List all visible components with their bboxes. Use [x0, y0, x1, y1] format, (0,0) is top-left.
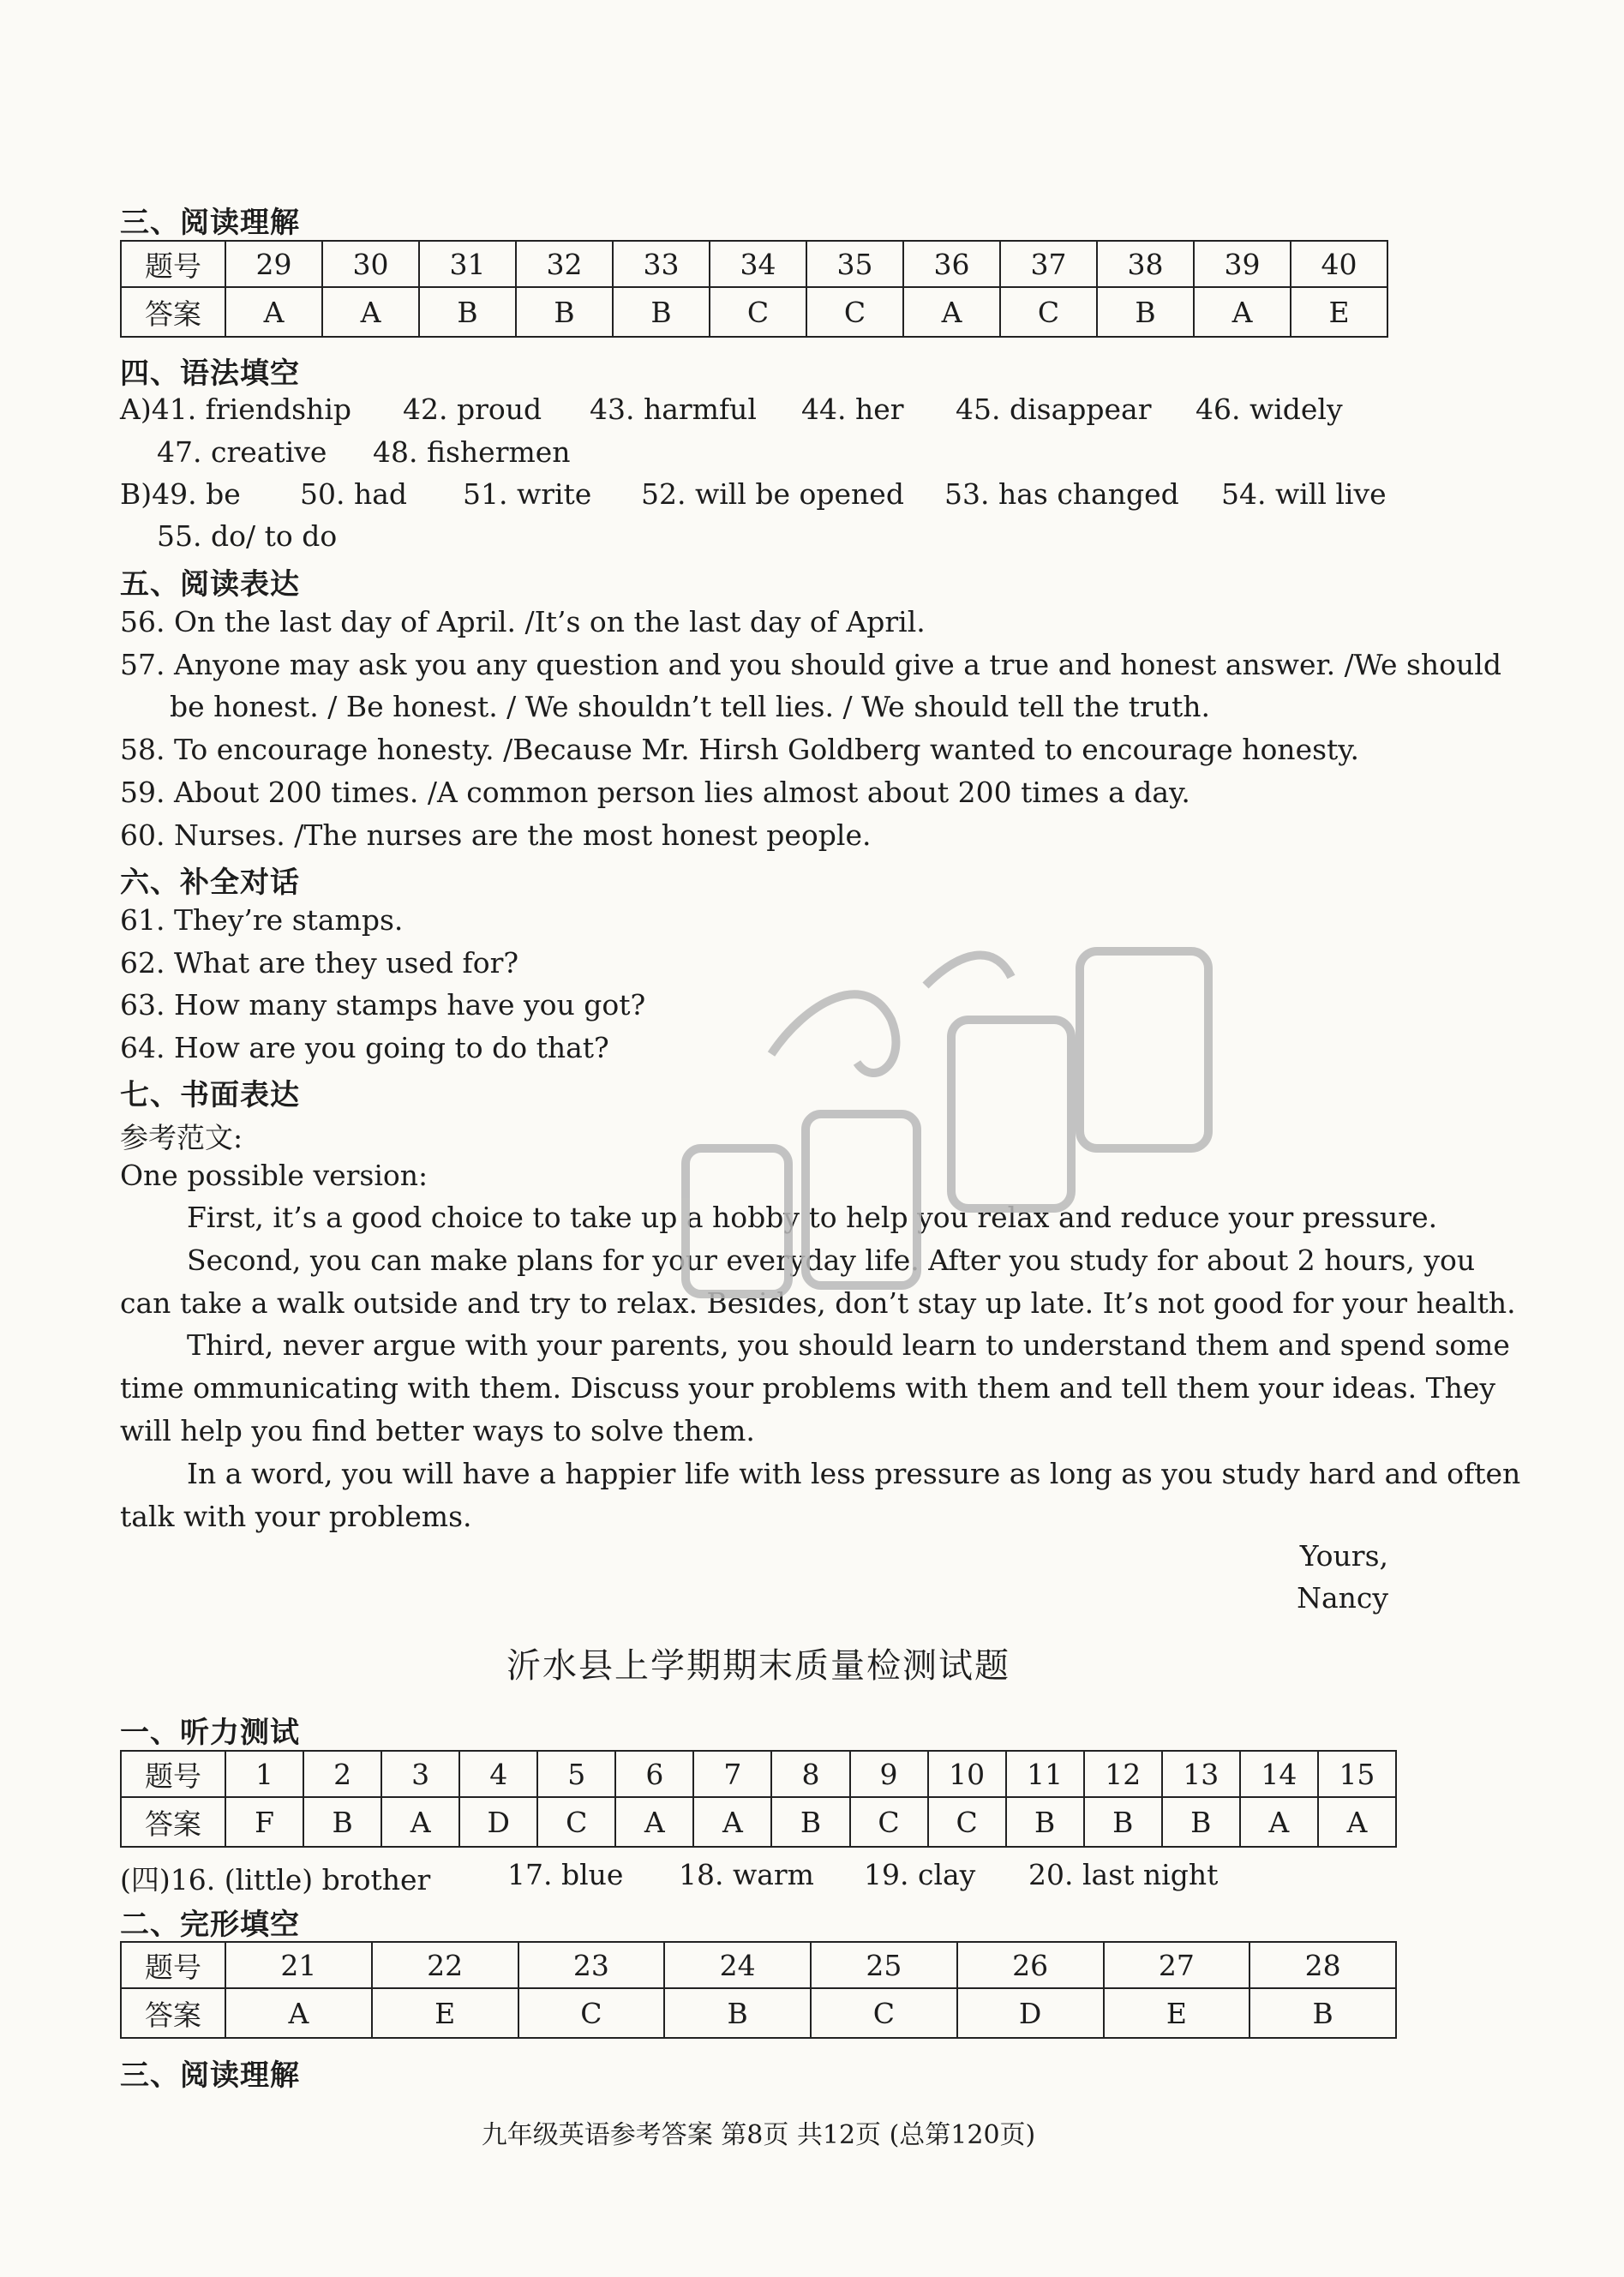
table-cell: C	[1000, 287, 1097, 337]
table-cell: 32	[516, 241, 613, 287]
table-cell: 2	[303, 1751, 381, 1797]
table-cell: F	[225, 1797, 303, 1847]
table-cell: B	[1097, 287, 1194, 337]
section-heading-grammar: 四、语法填空	[120, 357, 300, 391]
table-cell: 23	[518, 1942, 665, 1988]
table-cell: A	[1194, 287, 1291, 337]
table-cell: 13	[1162, 1751, 1240, 1797]
answer-item: 52. will be opened	[641, 477, 904, 511]
table-cell: B	[1084, 1797, 1162, 1847]
essay-paragraph-1: First, it’s a good choice to take up a hobby to help you relax and reduce your pressure.	[187, 1201, 1438, 1234]
table-cell: 35	[806, 241, 903, 287]
table-cell: C	[928, 1797, 1006, 1847]
table-cell: C	[710, 287, 806, 337]
page-footer: 九年级英语参考答案 第8页 共12页 (总第120页)	[481, 2120, 1036, 2150]
table-cell: 28	[1249, 1942, 1396, 1988]
section-heading-dialogue: 六、补全对话	[120, 866, 300, 900]
section-heading-reading: 三、阅读理解	[120, 206, 300, 240]
table-row	[121, 1751, 1396, 1797]
essay-paragraph-3-cont: time ommunicating with them. Discuss your problems with them and tell them your ideas. They	[120, 1371, 1496, 1405]
table-cell: 31	[419, 241, 516, 287]
table-cell: B	[1162, 1797, 1240, 1847]
table-cell: 9	[850, 1751, 928, 1797]
table-cell: 12	[1084, 1751, 1162, 1797]
answer-item: 50. had	[300, 477, 408, 511]
section-heading-writing: 七、书面表达	[120, 1078, 300, 1112]
table-cell: 36	[903, 241, 1000, 287]
table-cell: 题号	[121, 241, 225, 287]
table-cell: 题号	[121, 1942, 225, 1988]
answer-item: 17. blue	[507, 1858, 624, 1891]
table-cell: E	[1104, 1988, 1250, 2038]
reading-answer-table	[120, 240, 1388, 338]
table-cell: 题号	[121, 1751, 225, 1797]
table-cell: B	[1249, 1988, 1396, 2038]
answer-58: 58. To encourage honesty. /Because Mr. Hirsh Goldberg wanted to encourage honesty.	[120, 733, 1360, 766]
table-cell: C	[811, 1988, 957, 2038]
table-cell: 24	[664, 1942, 811, 1988]
essay-paragraph-2-cont: can take a walk outside and try to relax. Besides, don’t stay up late. It’s not good for your health.	[120, 1286, 1516, 1320]
table-cell: A	[225, 1988, 372, 2038]
table-cell: A	[322, 287, 419, 337]
table-cell: B	[771, 1797, 849, 1847]
table-cell: B	[664, 1988, 811, 2038]
table-cell: 7	[693, 1751, 771, 1797]
version-label: One possible version:	[120, 1159, 428, 1192]
reference-label: 参考范文:	[120, 1121, 243, 1154]
table-cell: 答案	[121, 1797, 225, 1847]
section-heading-reading-2: 三、阅读理解	[120, 2058, 300, 2093]
answer-item: 51. write	[463, 477, 592, 511]
answer-item: 43. harmful	[590, 392, 757, 426]
table-cell: 21	[225, 1942, 372, 1988]
table-cell: 11	[1006, 1751, 1084, 1797]
table-cell: 37	[1000, 241, 1097, 287]
table-cell: D	[459, 1797, 537, 1847]
table-cell: 15	[1318, 1751, 1396, 1797]
table-cell: B	[516, 287, 613, 337]
answer-item: 46. widely	[1196, 392, 1343, 426]
table-cell: 34	[710, 241, 806, 287]
table-cell: A	[693, 1797, 771, 1847]
table-cell: 30	[322, 241, 419, 287]
table-cell: 39	[1194, 241, 1291, 287]
table-cell: A	[1318, 1797, 1396, 1847]
table-cell: A	[615, 1797, 693, 1847]
table-cell: B	[419, 287, 516, 337]
answer-item: 54. will live	[1221, 477, 1387, 511]
table-row	[121, 241, 1387, 287]
table-cell: 27	[1104, 1942, 1250, 1988]
table-cell: A	[225, 287, 322, 337]
table-cell: B	[303, 1797, 381, 1847]
letter-signature: Nancy	[1297, 1581, 1388, 1615]
table-cell: 6	[615, 1751, 693, 1797]
table-cell: E	[1291, 287, 1387, 337]
exam-title: 沂水县上学期期末质量检测试题	[506, 1646, 1010, 1686]
table-cell: C	[806, 287, 903, 337]
table-cell: 1	[225, 1751, 303, 1797]
answer-61: 61. They’re stamps.	[120, 903, 404, 937]
answer-item: B)49. be	[120, 477, 241, 511]
answer-60: 60. Nurses. /The nurses are the most honest people.	[120, 818, 872, 852]
table-cell: E	[372, 1988, 518, 2038]
answer-page	[120, 0, 1521, 2277]
table-cell: 25	[811, 1942, 957, 1988]
table-cell: 10	[928, 1751, 1006, 1797]
table-cell: 38	[1097, 241, 1194, 287]
table-row	[121, 1988, 1396, 2038]
essay-paragraph-4-cont: talk with your problems.	[120, 1500, 472, 1533]
table-cell: C	[518, 1988, 665, 2038]
answer-59: 59. About 200 times. /A common person lies almost about 200 times a day.	[120, 776, 1190, 809]
section-heading-reading-expression: 五、阅读表达	[120, 567, 300, 602]
answer-item: 53. has changed	[944, 477, 1179, 511]
table-cell: 5	[537, 1751, 615, 1797]
table-cell: 26	[957, 1942, 1104, 1988]
table-row	[121, 1797, 1396, 1847]
table-cell: 3	[381, 1751, 459, 1797]
answer-item: 55. do/ to do	[157, 519, 338, 553]
table-cell: B	[1006, 1797, 1084, 1847]
answer-item: A)41. friendship	[120, 392, 351, 426]
table-cell: 40	[1291, 241, 1387, 287]
table-cell: C	[850, 1797, 928, 1847]
table-cell: 4	[459, 1751, 537, 1797]
table-cell: D	[957, 1988, 1104, 2038]
table-cell: A	[1240, 1797, 1318, 1847]
answer-item: 45. disappear	[956, 392, 1152, 426]
table-cell: 8	[771, 1751, 849, 1797]
cloze-answer-table	[120, 1941, 1397, 2039]
answer-57: 57. Anyone may ask you any question and you should give a true and honest answer. /We should	[120, 648, 1501, 681]
essay-paragraph-3-end: will help you find better ways to solve them.	[120, 1414, 755, 1447]
answer-item: 47. creative	[157, 435, 327, 469]
watermark-strokes	[686, 951, 1208, 1294]
table-cell: C	[537, 1797, 615, 1847]
table-cell: B	[613, 287, 710, 337]
answer-item: 18. warm	[679, 1858, 814, 1891]
letter-closing: Yours,	[1299, 1539, 1388, 1573]
table-cell: 14	[1240, 1751, 1318, 1797]
table-cell: A	[381, 1797, 459, 1847]
table-cell: 答案	[121, 287, 225, 337]
table-row	[121, 1942, 1396, 1988]
listening-answer-table	[120, 1750, 1397, 1848]
answer-item: 48. fishermen	[373, 435, 571, 469]
answer-item: (四)16. (little) brother	[120, 1863, 431, 1897]
table-cell: 29	[225, 241, 322, 287]
table-cell: 33	[613, 241, 710, 287]
answer-item: 42. proud	[403, 392, 542, 426]
answer-63: 63. How many stamps have you got?	[120, 988, 646, 1022]
table-cell: 22	[372, 1942, 518, 1988]
essay-paragraph-2: Second, you can make plans for your everyday life. After you study for about 2 hours, you	[187, 1243, 1476, 1277]
answer-item: 44. her	[801, 392, 904, 426]
answer-56: 56. On the last day of April. /It’s on the last day of April.	[120, 605, 926, 638]
answer-62: 62. What are they used for?	[120, 946, 519, 980]
answer-item: 19. clay	[864, 1858, 976, 1891]
essay-paragraph-3: Third, never argue with your parents, you should learn to understand them and spend some	[187, 1328, 1510, 1362]
answer-item: 20. last night	[1028, 1858, 1219, 1891]
answer-64: 64. How are you going to do that?	[120, 1031, 609, 1064]
answer-57-cont: be honest. / Be honest. / We shouldn’t tell lies. / We should tell the truth.	[170, 690, 1211, 723]
essay-paragraph-4: In a word, you will have a happier life with less pressure as long as you study hard and often	[187, 1457, 1521, 1490]
section-heading-cloze: 二、完形填空	[120, 1908, 300, 1942]
table-cell: 答案	[121, 1988, 225, 2038]
table-cell: A	[903, 287, 1000, 337]
section-heading-listening: 一、听力测试	[120, 1716, 300, 1750]
table-row	[121, 287, 1387, 337]
